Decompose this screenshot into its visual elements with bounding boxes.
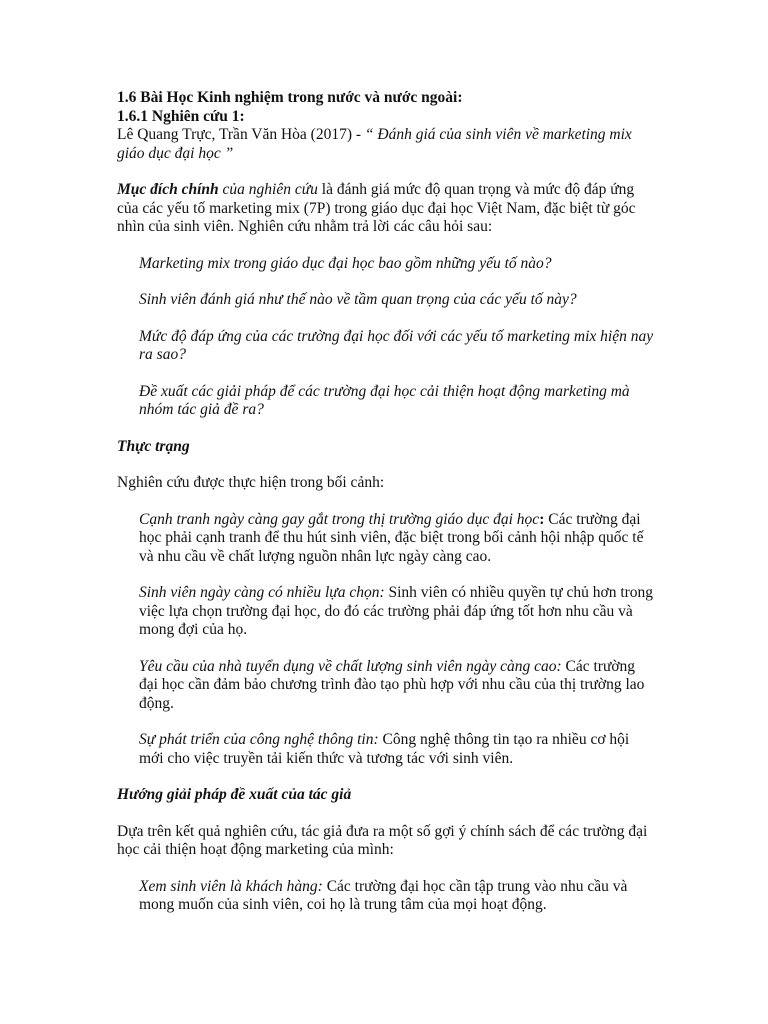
status-item-text: Công nghệ thông tin tạo ra nhiều cơ hội mới cho việc truyền tải kiến thức và tương tác với sinh viên. <box>139 731 630 767</box>
question-item: Đề xuất các giải pháp để các trường đại học cải thiện hoạt động marketing mà nhóm tác giả đề ra? <box>139 382 630 418</box>
document-page <box>117 89 657 915</box>
question-item: Marketing mix trong giáo dục đại học bao gồm những yếu tố nào? <box>139 254 552 272</box>
citation-title: “ Đánh giá của sinh viên về marketing mix giáo dục đại học ” <box>117 126 632 162</box>
status-heading: Thực trạng <box>117 437 190 455</box>
solution-item-lead: Xem sinh viên là khách hàng: <box>139 877 323 895</box>
question-item: Sinh viên đánh giá như thế nào về tầm quan trọng của các yếu tố này? <box>139 291 577 308</box>
purpose-text: là đánh giá mức độ quan trọng và mức độ đáp ứng của các yếu tố marketing mix (7P) trong giáo dục đại học Việt Nam, đặc biệt từ góc nhìn của sinh viên. Nghiên cứu nhằm trả lời các câu hỏi sau: <box>117 181 636 235</box>
solutions-heading: Hướng giải pháp đề xuất của tác giả <box>117 786 352 803</box>
status-item <box>139 584 657 640</box>
subsection-heading: 1.6.1 Nghiên cứu 1: <box>117 107 245 125</box>
status-item <box>139 731 657 768</box>
purpose-label-suffix: của nghiên cứu <box>218 181 318 198</box>
question-item: Mức độ đáp ứng của các trường đại học đối với các yếu tố marketing mix hiện nay ra sao? <box>139 327 654 363</box>
citation-authors: Lê Quang Trực, Trần Văn Hòa (2017) - <box>117 126 365 143</box>
section-heading: 1.6 Bài Học Kinh nghiệm trong nước và nước ngoài: <box>117 89 463 106</box>
solutions-intro: Dựa trên kết quả nghiên cứu, tác giả đưa ra một số gợi ý chính sách để các trường đại học cải thiện hoạt động marketing của mình: <box>117 822 648 858</box>
status-item-text: Các trường đại học phải cạnh tranh để thu hút sinh viên, đặc biệt trong bối cảnh hội nhập quốc tế và nhu cầu về chất lượng nguồn nhân lực ngày càng cao. <box>139 510 644 565</box>
status-item-text: Sinh viên có nhiều quyền tự chủ hơn trong việc lựa chọn trường đại học, do đó các trường phải đáp ứng tốt hơn nhu cầu và mong đợi của họ. <box>139 584 654 638</box>
solution-item-text: Các trường đại học cần tập trung vào nhu cầu và mong muốn của sinh viên, coi họ là trung tâm của mọi hoạt động. <box>139 877 628 913</box>
status-item-lead: Sinh viên ngày càng có nhiều lựa chọn: <box>139 584 385 601</box>
status-item-text: Các trường đại học cần đảm bảo chương trình đào tạo phù hợp với nhu cầu của thị trường lao động. <box>139 657 645 712</box>
solution-item <box>139 878 657 915</box>
citation <box>117 126 657 163</box>
status-intro: Nghiên cứu được thực hiện trong bối cảnh: <box>117 474 385 491</box>
status-item <box>139 511 657 567</box>
status-item-colon: : <box>539 510 545 528</box>
status-item-lead: Cạnh tranh ngày càng gay gắt trong thị trường giáo dục đại học <box>139 510 540 528</box>
status-item <box>139 658 657 714</box>
purpose-paragraph <box>117 181 657 237</box>
status-item-lead: Sự phát triển của công nghệ thông tin: <box>139 731 379 748</box>
status-item-lead: Yêu cầu của nhà tuyển dụng về chất lượng sinh viên ngày càng cao: <box>139 657 562 675</box>
purpose-label: Mục đích chính <box>117 181 219 198</box>
